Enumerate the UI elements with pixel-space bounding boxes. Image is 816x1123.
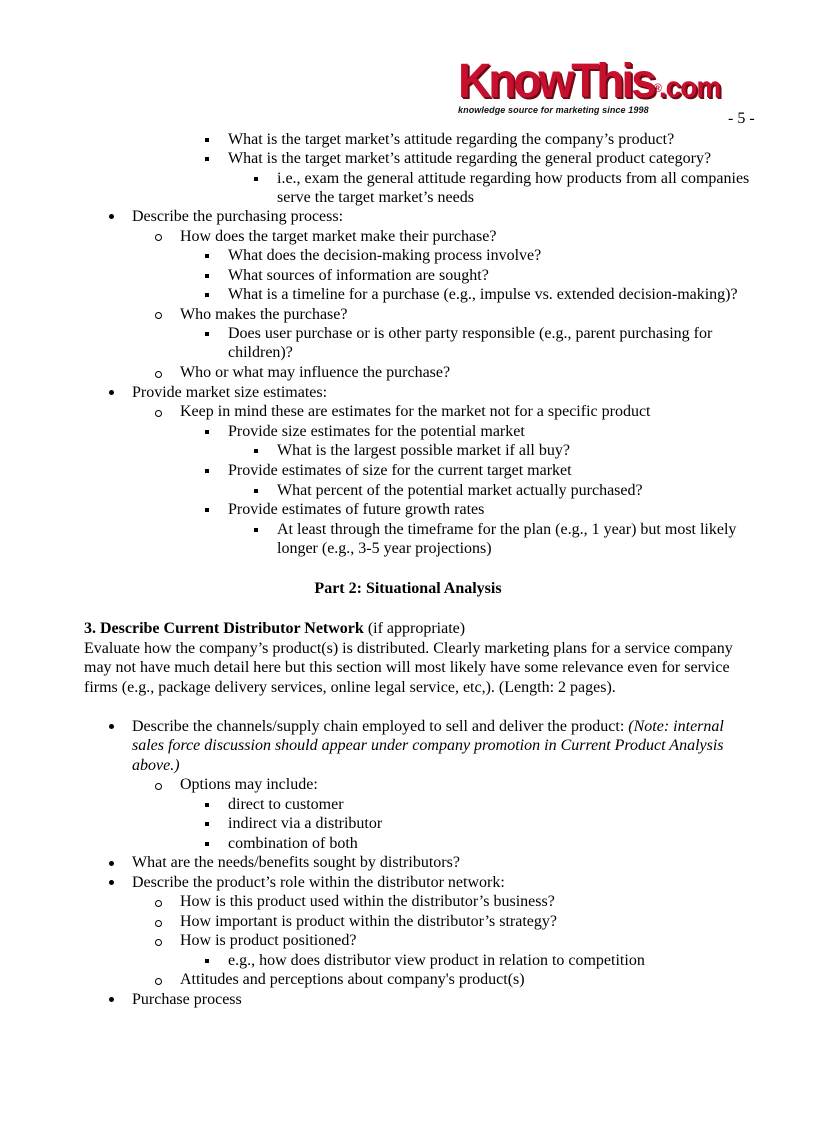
round-bullet-icon [109,724,114,729]
list-item: Attitudes and perceptions about company's product(s) [180,971,525,988]
square-bullet-icon [205,842,209,846]
square-bullet-icon [205,332,209,336]
square-bullet-icon [254,489,258,493]
list-item: How important is product within the distributor’s strategy? [180,913,557,930]
list-item: What are the needs/benefits sought by distributors? [132,854,460,871]
list-item-continuation: longer (e.g., 3-5 year projections) [277,540,492,557]
section-paragraph-line: may not have much detail here but this section will most likely have some relevance even for service [84,659,730,676]
circle-bullet-icon [155,410,162,417]
list-item: Options may include: [180,776,318,793]
square-bullet-icon [205,803,209,807]
list-item: At least through the timeframe for the plan (e.g., 1 year) but most likely [277,521,737,538]
logo-tagline: knowledge source for marketing since 1998 [458,105,649,115]
square-bullet-icon [254,528,258,532]
list-item: What percent of the potential market actually purchased? [277,482,643,499]
square-bullet-icon [205,508,209,512]
list-item: Who makes the purchase? [180,306,348,323]
square-bullet-icon [205,274,209,278]
circle-bullet-icon [155,783,162,790]
round-bullet-icon [109,390,114,395]
list-item: Provide estimates of future growth rates [228,501,485,518]
list-item: What is a timeline for a purchase (e.g., impulse vs. extended decision-making)? [228,286,738,303]
circle-bullet-icon [155,312,162,319]
list-item-continuation: serve the target market’s needs [277,189,474,206]
square-bullet-icon [205,430,209,434]
list-item-continuation: children)? [228,344,293,361]
round-bullet-icon [109,861,114,866]
list-item-continuation: above.) [132,757,180,774]
section-title [84,620,465,638]
list-item: What is the target market’s attitude regarding the company’s product? [228,131,675,148]
list-item: Describe the product’s role within the distributor network: [132,874,505,891]
list-item: e.g., how does distributor view product in relation to competition [228,952,645,969]
list-item [132,718,724,736]
square-bullet-icon [254,177,258,181]
square-bullet-icon [205,822,209,826]
list-item: i.e., exam the general attitude regarding how products from all companies [277,170,750,187]
list-item: combination of both [228,835,358,852]
square-bullet-icon [205,469,209,473]
list-item: What is the largest possible market if all buy? [277,442,570,459]
list-item: How is this product used within the distributor’s business? [180,893,555,910]
logo-wordmark: KnowThis®.com [458,52,721,108]
circle-bullet-icon [155,939,162,946]
list-item: Who or what may influence the purchase? [180,364,451,381]
square-bullet-icon [205,138,209,142]
square-bullet-icon [205,293,209,297]
list-item: Purchase process [132,991,242,1008]
circle-bullet-icon [155,234,162,241]
circle-bullet-icon [155,900,162,907]
list-item-continuation: sales force discussion should appear under company promotion in Current Product Analysis [132,737,724,754]
list-item: Provide size estimates for the potential market [228,423,525,440]
list-item: direct to customer [228,796,344,813]
circle-bullet-icon [155,371,162,378]
square-bullet-icon [205,254,209,258]
list-item: How is product positioned? [180,932,357,949]
list-item-text: Describe the channels/supply chain employed to sell and deliver the product: [132,718,629,735]
list-item: Provide market size estimates: [132,384,328,401]
round-bullet-icon [109,214,114,219]
circle-bullet-icon [155,978,162,985]
square-bullet-icon [254,449,258,453]
square-bullet-icon [205,157,209,161]
round-bullet-icon [109,880,114,885]
square-bullet-icon [205,959,209,963]
list-item: What sources of information are sought? [228,267,489,284]
list-item: indirect via a distributor [228,815,383,832]
list-item: What is the target market’s attitude regarding the general product category? [228,150,712,167]
list-item: Provide estimates of size for the current target market [228,462,572,479]
list-item: How does the target market make their purchase? [180,228,497,245]
list-item: Does user purchase or is other party responsible (e.g., parent purchasing for [228,325,713,342]
section-title-bold: 3. Describe Current Distributor Network [84,620,364,637]
section-paragraph-line: Evaluate how the company’s product(s) is distributed. Clearly marketing plans for a service company [84,640,733,657]
section-title-suffix: (if appropriate) [363,620,466,637]
list-item: Keep in mind these are estimates for the market not for a specific product [180,403,651,420]
list-item: What does the decision-making process involve? [228,247,542,264]
circle-bullet-icon [155,920,162,927]
section-paragraph-line: firms (e.g., package delivery services, online legal service, etc,). (Length: 2 pages). [84,679,616,696]
knowthis-logo [458,52,721,118]
page-number: - 5 - [728,110,755,127]
round-bullet-icon [109,997,114,1002]
list-item: Describe the purchasing process: [132,208,344,225]
list-item-note: (Note: internal [628,718,724,735]
part-heading: Part 2: Situational Analysis [314,580,502,597]
